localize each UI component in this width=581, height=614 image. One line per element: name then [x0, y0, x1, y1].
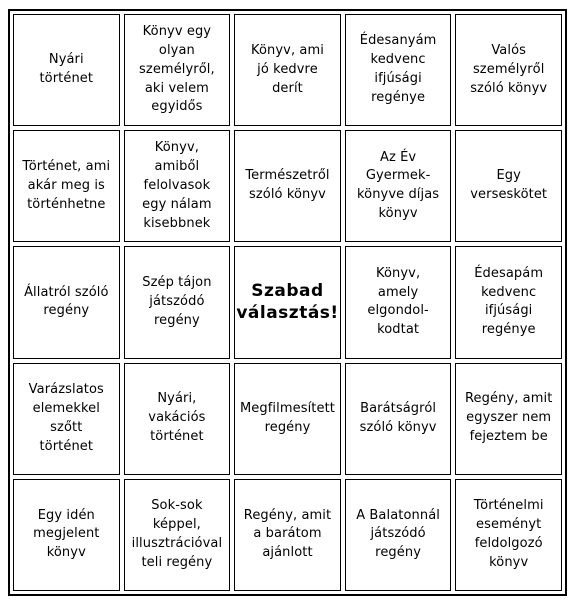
bingo-cell-r2c5	[455, 130, 562, 242]
bingo-cell-label: A Balatonnál játszódó regény	[356, 507, 440, 561]
bingo-cell-r5c3	[234, 479, 341, 591]
bingo-cell-label: Természetről szóló könyv	[245, 168, 330, 203]
bingo-cell-free-choice	[234, 246, 341, 358]
bingo-cell-label: Regény, amit a barátom ajánlott	[243, 507, 332, 561]
bingo-cell-r4c3	[234, 363, 341, 475]
bingo-cell-label: Történelmi eseményt feldolgozó könyv	[473, 498, 544, 570]
bingo-cell-r5c1	[13, 479, 120, 591]
bingo-cell-label: Szép tájon játszódó regény	[142, 275, 212, 328]
bingo-cell-r1c4	[345, 14, 452, 126]
bingo-cell-label: Sok-sok képpel, illusztrációval teli regény	[131, 498, 223, 570]
bingo-cell-label: Regény, amit egyszer nem fejeztem be	[464, 391, 553, 445]
bingo-cell-label: Nyári történet	[39, 52, 94, 87]
bingo-cell-label: Egy idén megjelent könyv	[33, 507, 100, 561]
free-choice-label: Szabad választás!	[236, 280, 339, 324]
bingo-cell-r4c2	[124, 363, 231, 475]
bingo-cell-label: Történet, ami akár meg is történhetne	[22, 159, 111, 212]
bingo-cell-label: Barátságról szóló könyv	[359, 400, 437, 435]
bingo-cell-label: Édesapám kedvenc ifjúsági regénye	[474, 265, 544, 338]
bingo-cell-label: Nyári, vakációs történet	[148, 391, 206, 445]
bingo-cell-r4c4	[345, 363, 452, 475]
bingo-cell-r4c1	[13, 363, 120, 475]
bingo-cell-r4c5	[455, 363, 562, 475]
bingo-cell-r3c5	[455, 246, 562, 358]
bingo-cell-r1c2	[124, 14, 231, 126]
bingo-cell-label: Megfilmesített regény	[239, 400, 335, 435]
bingo-cell-label: Könyv, ami jó kedvre derít	[251, 42, 324, 96]
bingo-cell-label: Könyv, amiből felolvasok egy nálam kisebbnek	[142, 140, 212, 231]
bingo-cell-label: Könyv, amely elgondol-kodtat	[367, 265, 429, 338]
bingo-cell-r2c2	[124, 130, 231, 242]
bingo-cell-r3c2	[124, 246, 231, 358]
bingo-cell-r5c2	[124, 479, 231, 591]
bingo-grid	[13, 14, 562, 591]
bingo-cell-label: Állatról szóló regény	[24, 284, 109, 319]
bingo-cell-r2c1	[13, 130, 120, 242]
bingo-cell-label: Könyv egy olyan személyről, aki velem egyidős	[139, 23, 215, 115]
bingo-cell-r1c1	[13, 14, 120, 126]
bingo-cell-r5c4	[345, 479, 452, 591]
bingo-cell-r2c3	[234, 130, 341, 242]
bingo-cell-label: Valós személyről szóló könyv	[470, 42, 548, 96]
bingo-cell-r3c1	[13, 246, 120, 358]
bingo-cell-r3c4	[345, 246, 452, 358]
bingo-cell-label: Varázslatos elemekkel szőtt történet	[28, 382, 104, 454]
bingo-board	[8, 9, 567, 596]
bingo-cell-label: Édesanyám kedvenc ifjúsági regénye	[359, 33, 437, 105]
bingo-cell-r5c5	[455, 479, 562, 591]
bingo-cell-r1c3	[234, 14, 341, 126]
bingo-cell-r1c5	[455, 14, 562, 126]
bingo-cell-r2c4	[345, 130, 452, 242]
bingo-cell-label: Az Év Gyermek-könyve díjas könyv	[356, 149, 440, 222]
bingo-cell-label: Egy verseskötet	[470, 168, 548, 203]
